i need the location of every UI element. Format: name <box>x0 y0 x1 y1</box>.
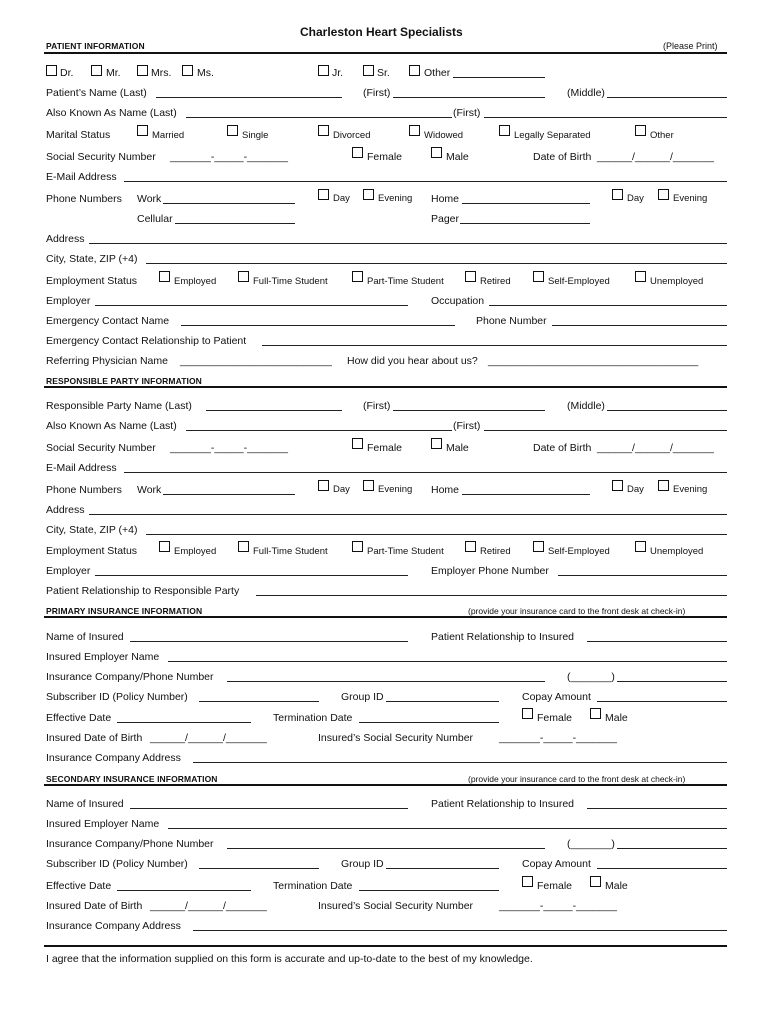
resp-home-phone-label: Home <box>431 484 460 496</box>
marital-divorced-label: Divorced <box>333 130 371 141</box>
referring-physician-field[interactable]: __________________________ <box>180 355 332 367</box>
primary-copay-label: Copay Amount <box>522 691 591 703</box>
marital-other-checkbox[interactable] <box>635 125 646 136</box>
resp-emp-retired-label: Retired <box>480 546 511 557</box>
home-phone-field[interactable] <box>462 203 590 204</box>
primary-rel-insured-label: Patient Relationship to Insured <box>431 631 575 643</box>
emp-retired-checkbox[interactable] <box>465 271 476 282</box>
home-phone-label: Home <box>431 193 460 205</box>
section-header-secondary: SECONDARY INSURANCE INFORMATION <box>46 774 218 784</box>
secondary-insured-employer-label: Insured Employer Name <box>46 818 160 830</box>
title-other-field[interactable] <box>453 77 545 78</box>
secondary-effective-field[interactable] <box>117 890 251 891</box>
resp-aka-last-field[interactable] <box>186 430 452 431</box>
work-phone-field[interactable] <box>163 203 295 204</box>
patient-middle-label: (Middle) <box>567 87 605 99</box>
primary-ins-address-label: Insurance Company Address <box>46 752 181 764</box>
section-divider <box>44 784 727 786</box>
section-divider <box>44 52 727 54</box>
work-evening-checkbox[interactable] <box>363 189 374 200</box>
resp-employer-label: Employer <box>46 565 91 577</box>
cellular-field[interactable] <box>175 223 295 224</box>
resp-first-label: (First) <box>363 400 391 412</box>
marital-single-checkbox[interactable] <box>227 125 238 136</box>
suffix-jr-checkbox[interactable] <box>318 65 329 76</box>
patient-male-checkbox[interactable] <box>431 147 442 158</box>
primary-ins-phone-line[interactable] <box>617 681 727 682</box>
resp-address-label: Address <box>46 504 85 516</box>
primary-female-checkbox[interactable] <box>522 708 533 719</box>
work-evening-label: Evening <box>378 193 413 204</box>
resp-last-name-field[interactable] <box>206 410 342 411</box>
occupation-field[interactable] <box>489 305 727 306</box>
resp-home-evening-label: Evening <box>673 484 708 495</box>
secondary-male-label: Male <box>605 880 628 892</box>
email-field[interactable] <box>124 181 727 182</box>
secondary-female-checkbox[interactable] <box>522 876 533 887</box>
phone-numbers-label: Phone Numbers <box>46 193 122 205</box>
resp-work-phone-label: Work <box>137 484 162 496</box>
suffix-jr-label: Jr. <box>332 67 344 79</box>
emp-fulltime-label: Full-Time Student <box>253 276 328 287</box>
patient-female-label: Female <box>367 151 403 163</box>
emergency-name-label: Emergency Contact Name <box>46 315 170 327</box>
title-mrs-label: Mrs. <box>151 67 172 79</box>
title-mr-label: Mr. <box>106 67 121 79</box>
employer-label: Employer <box>46 295 91 307</box>
marital-married-checkbox[interactable] <box>137 125 148 136</box>
emp-parttime-checkbox[interactable] <box>352 271 363 282</box>
secondary-copay-field[interactable] <box>597 868 727 869</box>
emp-selfemployed-label: Self-Employed <box>548 276 610 287</box>
email-label: E-Mail Address <box>46 171 117 183</box>
work-day-label: Day <box>333 193 350 204</box>
resp-home-day-checkbox[interactable] <box>612 480 623 491</box>
resp-work-day-label: Day <box>333 484 350 495</box>
resp-male-checkbox[interactable] <box>431 438 442 449</box>
primary-subscriber-field[interactable] <box>199 701 319 702</box>
secondary-ins-company-field[interactable] <box>227 848 545 849</box>
resp-first-name-field[interactable] <box>393 410 545 411</box>
primary-group-id-label: Group ID <box>341 691 384 703</box>
city-state-zip-field[interactable] <box>146 263 727 264</box>
secondary-insured-dob-label: Insured Date of Birth <box>46 900 143 912</box>
resp-aka-first-label: (First) <box>453 420 481 432</box>
secondary-ins-phone-field[interactable]: (_______) <box>567 838 615 850</box>
primary-rel-insured-field[interactable] <box>587 641 727 642</box>
primary-female-label: Female <box>537 712 573 724</box>
patient-first-label: (First) <box>363 87 391 99</box>
resp-female-checkbox[interactable] <box>352 438 363 449</box>
secondary-ins-address-label: Insurance Company Address <box>46 920 181 932</box>
resp-emp-parttime-label: Part-Time Student <box>367 546 444 557</box>
secondary-subscriber-field[interactable] <box>199 868 319 869</box>
primary-name-insured-label: Name of Insured <box>46 631 124 643</box>
primary-insured-employer-field[interactable] <box>168 661 727 662</box>
marital-separated-checkbox[interactable] <box>499 125 510 136</box>
work-phone-label: Work <box>137 193 162 205</box>
secondary-ins-phone-line[interactable] <box>617 848 727 849</box>
title-ms-checkbox[interactable] <box>182 65 193 76</box>
primary-insured-employer-label: Insured Employer Name <box>46 651 160 663</box>
dob-label: Date of Birth <box>533 151 592 163</box>
employer-field[interactable] <box>95 305 408 306</box>
primary-group-id-field[interactable] <box>386 701 499 702</box>
suffix-sr-checkbox[interactable] <box>363 65 374 76</box>
city-state-zip-label: City, State, ZIP (+4) <box>46 253 138 265</box>
resp-home-phone-field[interactable] <box>462 494 590 495</box>
emp-employed-label: Employed <box>174 276 217 287</box>
pager-field[interactable] <box>460 223 590 224</box>
please-print-note: (Please Print) <box>663 41 718 51</box>
emergency-phone-field[interactable] <box>552 325 727 326</box>
resp-aka-first-field[interactable] <box>484 430 727 431</box>
section-header-primary: PRIMARY INSURANCE INFORMATION <box>46 606 203 616</box>
title-ms-label: Ms. <box>197 67 214 79</box>
marital-other-label: Other <box>650 130 674 141</box>
form-title: Charleston Heart Specialists <box>300 25 463 39</box>
resp-home-day-label: Day <box>627 484 644 495</box>
hear-about-label: How did you hear about us? <box>347 355 478 367</box>
emp-selfemployed-checkbox[interactable] <box>533 271 544 282</box>
resp-employment-status-label: Employment Status <box>46 545 138 557</box>
dob-field[interactable]: ______/______/_______ <box>597 151 714 163</box>
section-header-patient: PATIENT INFORMATION <box>46 41 145 51</box>
ssn-field[interactable]: _______-_____-_______ <box>170 151 288 163</box>
primary-card-note: (provide your insurance card to the front desk at check-in) <box>468 606 686 616</box>
pager-label: Pager <box>431 213 460 225</box>
marital-single-label: Single <box>242 130 269 141</box>
primary-male-label: Male <box>605 712 628 724</box>
title-mrs-checkbox[interactable] <box>137 65 148 76</box>
primary-termination-field[interactable] <box>359 722 499 723</box>
resp-middle-label: (Middle) <box>567 400 605 412</box>
emp-employed-checkbox[interactable] <box>159 271 170 282</box>
secondary-card-note: (provide your insurance card to the front desk at check-in) <box>468 774 686 784</box>
emp-retired-label: Retired <box>480 276 511 287</box>
title-dr-checkbox[interactable] <box>46 65 57 76</box>
patient-male-label: Male <box>446 151 469 163</box>
primary-insured-ssn-field[interactable]: _______-_____-_______ <box>499 732 617 744</box>
resp-emp-parttime-checkbox[interactable] <box>352 541 363 552</box>
resp-name-label: Responsible Party Name (Last) <box>46 400 192 412</box>
primary-male-checkbox[interactable] <box>590 708 601 719</box>
secondary-ins-address-field[interactable] <box>193 930 727 931</box>
secondary-effective-label: Effective Date <box>46 880 112 892</box>
secondary-group-id-field[interactable] <box>386 868 499 869</box>
primary-name-insured-field[interactable] <box>130 641 408 642</box>
resp-emp-selfemployed-checkbox[interactable] <box>533 541 544 552</box>
resp-city-state-zip-field[interactable] <box>146 534 727 535</box>
ssn-label: Social Security Number <box>46 151 156 163</box>
secondary-ins-company-label: Insurance Company/Phone Number <box>46 838 214 850</box>
resp-emp-unemployed-label: Unemployed <box>650 546 704 557</box>
resp-emp-selfemployed-label: Self-Employed <box>548 546 610 557</box>
primary-insured-ssn-label: Insured’s Social Security Number <box>318 732 474 744</box>
resp-employer-field[interactable] <box>95 575 408 576</box>
primary-insured-dob-field[interactable]: ______/______/_______ <box>150 732 267 744</box>
cellular-label: Cellular <box>137 213 173 225</box>
primary-effective-label: Effective Date <box>46 712 112 724</box>
primary-ins-company-field[interactable] <box>227 681 545 682</box>
title-other-label: Other <box>424 67 451 79</box>
secondary-insured-employer-field[interactable] <box>168 828 727 829</box>
secondary-insured-dob-field[interactable]: ______/______/_______ <box>150 900 267 912</box>
resp-male-label: Male <box>446 442 469 454</box>
address-label: Address <box>46 233 85 245</box>
section-divider <box>44 386 727 388</box>
aka-label: Also Known As Name (Last) <box>46 107 177 119</box>
resp-work-evening-label: Evening <box>378 484 413 495</box>
secondary-termination-label: Termination Date <box>273 880 353 892</box>
employment-status-label: Employment Status <box>46 275 138 287</box>
resp-emp-employed-checkbox[interactable] <box>159 541 170 552</box>
secondary-termination-field[interactable] <box>359 890 499 891</box>
secondary-rel-insured-label: Patient Relationship to Insured <box>431 798 575 810</box>
agreement-statement: I agree that the information supplied on this form is accurate and up-to-date to the best of my knowledge. <box>46 953 533 965</box>
resp-dob-field[interactable]: ______/______/_______ <box>597 442 714 454</box>
title-dr-label: Dr. <box>60 67 74 79</box>
resp-female-label: Female <box>367 442 403 454</box>
secondary-name-insured-field[interactable] <box>130 808 408 809</box>
home-evening-checkbox[interactable] <box>658 189 669 200</box>
suffix-sr-label: Sr. <box>377 67 390 79</box>
referring-physician-label: Referring Physician Name <box>46 355 168 367</box>
section-header-responsible: RESPONSIBLE PARTY INFORMATION <box>46 376 202 386</box>
secondary-female-label: Female <box>537 880 573 892</box>
title-other-checkbox[interactable] <box>409 65 420 76</box>
resp-employer-phone-field[interactable] <box>558 575 727 576</box>
resp-home-evening-checkbox[interactable] <box>658 480 669 491</box>
resp-ssn-label: Social Security Number <box>46 442 156 454</box>
emergency-relationship-field[interactable] <box>262 345 727 346</box>
resp-work-day-checkbox[interactable] <box>318 480 329 491</box>
work-day-checkbox[interactable] <box>318 189 329 200</box>
emp-unemployed-label: Unemployed <box>650 276 704 287</box>
patient-last-name-field[interactable] <box>156 97 342 98</box>
resp-email-field[interactable] <box>124 472 727 473</box>
patient-rel-resp-field[interactable] <box>256 595 727 596</box>
secondary-copay-label: Copay Amount <box>522 858 591 870</box>
resp-city-state-zip-label: City, State, ZIP (+4) <box>46 524 138 536</box>
emergency-name-field[interactable] <box>181 325 455 326</box>
resp-emp-retired-checkbox[interactable] <box>465 541 476 552</box>
primary-effective-field[interactable] <box>117 722 251 723</box>
patient-name-label: Patient’s Name (Last) <box>46 87 147 99</box>
primary-ins-phone-field[interactable]: (_______) <box>567 671 615 683</box>
home-evening-label: Evening <box>673 193 708 204</box>
aka-first-label: (First) <box>453 107 481 119</box>
emp-parttime-label: Part-Time Student <box>367 276 444 287</box>
title-mr-checkbox[interactable] <box>91 65 102 76</box>
secondary-insured-ssn-field[interactable]: _______-_____-_______ <box>499 900 617 912</box>
primary-copay-field[interactable] <box>597 701 727 702</box>
resp-email-label: E-Mail Address <box>46 462 117 474</box>
primary-insured-dob-label: Insured Date of Birth <box>46 732 143 744</box>
section-divider <box>44 616 727 618</box>
patient-female-checkbox[interactable] <box>352 147 363 158</box>
resp-employer-phone-label: Employer Phone Number <box>431 565 549 577</box>
secondary-group-id-label: Group ID <box>341 858 384 870</box>
resp-emp-employed-label: Employed <box>174 546 217 557</box>
address-field[interactable] <box>89 243 727 244</box>
aka-last-field[interactable] <box>186 117 452 118</box>
emergency-relationship-label: Emergency Contact Relationship to Patient <box>46 335 247 347</box>
resp-aka-label: Also Known As Name (Last) <box>46 420 177 432</box>
primary-termination-label: Termination Date <box>273 712 353 724</box>
marital-divorced-checkbox[interactable] <box>318 125 329 136</box>
secondary-name-insured-label: Name of Insured <box>46 798 124 810</box>
resp-middle-name-field[interactable] <box>607 410 727 411</box>
resp-work-evening-checkbox[interactable] <box>363 480 374 491</box>
emergency-phone-label: Phone Number <box>476 315 547 327</box>
marital-widowed-checkbox[interactable] <box>409 125 420 136</box>
secondary-insured-ssn-label: Insured’s Social Security Number <box>318 900 474 912</box>
marital-married-label: Married <box>152 130 185 141</box>
patient-middle-name-field[interactable] <box>607 97 727 98</box>
primary-ins-company-label: Insurance Company/Phone Number <box>46 671 214 683</box>
resp-emp-unemployed-checkbox[interactable] <box>635 541 646 552</box>
primary-subscriber-label: Subscriber ID (Policy Number) <box>46 691 188 703</box>
footer-divider <box>44 945 727 947</box>
hear-about-field[interactable]: ____________________________________ <box>488 355 699 367</box>
resp-phone-numbers-label: Phone Numbers <box>46 484 122 496</box>
primary-ins-address-field[interactable] <box>193 762 727 763</box>
patient-rel-resp-label: Patient Relationship to Responsible Party <box>46 585 240 597</box>
marital-separated-label: Legally Separated <box>514 130 591 141</box>
secondary-subscriber-label: Subscriber ID (Policy Number) <box>46 858 188 870</box>
resp-work-phone-field[interactable] <box>163 494 295 495</box>
emp-unemployed-checkbox[interactable] <box>635 271 646 282</box>
resp-emp-fulltime-label: Full-Time Student <box>253 546 328 557</box>
resp-emp-fulltime-checkbox[interactable] <box>238 541 249 552</box>
home-day-label: Day <box>627 193 644 204</box>
emp-fulltime-checkbox[interactable] <box>238 271 249 282</box>
aka-first-field[interactable] <box>484 117 727 118</box>
occupation-label: Occupation <box>431 295 485 307</box>
patient-first-name-field[interactable] <box>393 97 545 98</box>
home-day-checkbox[interactable] <box>612 189 623 200</box>
resp-ssn-field[interactable]: _______-_____-_______ <box>170 442 288 454</box>
resp-address-field[interactable] <box>89 514 727 515</box>
marital-status-label: Marital Status <box>46 129 111 141</box>
secondary-rel-insured-field[interactable] <box>587 808 727 809</box>
resp-dob-label: Date of Birth <box>533 442 592 454</box>
marital-widowed-label: Widowed <box>424 130 464 141</box>
secondary-male-checkbox[interactable] <box>590 876 601 887</box>
